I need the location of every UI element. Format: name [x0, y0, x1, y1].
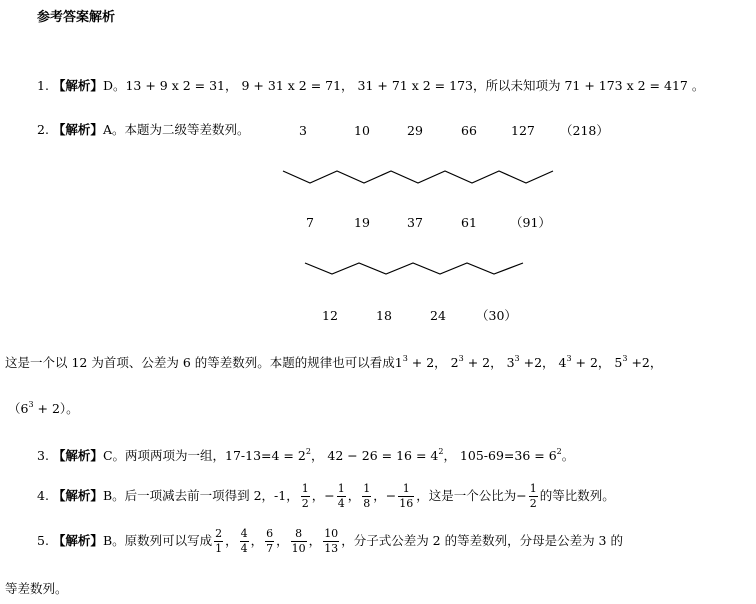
power-term: $4^3 + 2$，: [558, 354, 611, 370]
answer-1-text: D。13 + 9 x 2 = 31， 9 + 31 x 2 = 71， 31 + 71 x 2 = 173，所以未知项为 71 + 173 x 2 = 417 。: [102, 78, 705, 93]
answer-3: 3. 【解析】C。两项两项为一组，$17-13=4 = 2^2$， $42 - 26 = 16 = 4^2$， $105-69=36 = 6^2$。: [37, 447, 575, 463]
row1-value: 29: [407, 123, 423, 138]
fraction: $\frac{1}{4}$: [337, 482, 345, 510]
fraction: $\frac{8}{10}$: [291, 527, 306, 555]
row1-value: 127: [511, 123, 535, 138]
answer-5-tag: 【解析】: [52, 532, 103, 548]
row1-value: 66: [461, 123, 477, 138]
row2-value: 7: [306, 215, 314, 230]
row1-value: 3: [299, 123, 307, 138]
answer-2-text: A。本题为二级等差数列。: [102, 122, 250, 137]
answer-2-last-term: $(6^3 + 2)$。: [8, 400, 79, 416]
row2-value: 37: [407, 215, 423, 230]
difference-zigzag-2: [302, 257, 528, 279]
answer-4: 4. 【解析】 B。后一项减去前一项得到 2，-1， $\frac{1}{2}$ ， − $\frac{1}{4}$ ， $\frac{1}{8}$ ， − $\frac{1}{16}$ ，这是一个公比为 − $\frac{1}{2}$ 的等比数列。: [37, 482, 615, 510]
row3-value: 24: [430, 308, 446, 323]
answer-1-number: 1.: [37, 78, 49, 93]
row3-value: （30）: [476, 308, 517, 323]
answer-2-tag: 【解析】: [52, 122, 103, 137]
fraction: $\frac{1}{2}$: [529, 482, 537, 510]
page-title: 参考答案解析: [37, 10, 116, 25]
answer-2-number: 2.: [37, 122, 49, 137]
answer-3-number: 3.: [37, 448, 49, 463]
row1-value: （218）: [560, 123, 609, 138]
power-term: $1^3 + 2$，: [394, 354, 447, 370]
row3-value: 12: [322, 308, 338, 323]
answer-2-conclusion-text: 这是一个以 12 为首项、公差为 6 的等差数列。本题的规律也可以看成: [5, 355, 395, 370]
row3-value: 18: [376, 308, 392, 323]
power-term: $3^3 +2$，: [506, 354, 555, 370]
fraction: $\frac{10}{13}$: [324, 527, 339, 555]
answer-5: 5. 【解析】 B。原数列可以写成 $\frac{2}{1}$ ， $\frac{4}{4}$ ， $\frac{6}{7}$ ， $\frac{8}{10}$ ， $\frac{10}{13}$ ，分子式公差为 2 的等差数列，分母是公差为 3 的: [37, 527, 623, 555]
answer-5-number: 5.: [37, 532, 49, 548]
answer-5-continuation: 等差数列。: [5, 581, 68, 596]
power-term: $2^3 + 2$，: [450, 354, 503, 370]
answer-3-tag: 【解析】: [52, 448, 103, 463]
row2-value: （91）: [510, 215, 551, 230]
row2-value: 61: [461, 215, 477, 230]
row1-value: 10: [354, 123, 370, 138]
difference-zigzag-1: [280, 164, 560, 188]
answer-1: [37, 80, 704, 93]
answer-2-conclusion: [5, 354, 663, 370]
answer-4-number: 4.: [37, 487, 49, 503]
fraction: $\frac{1}{2}$: [301, 482, 309, 510]
fraction: $\frac{2}{1}$: [215, 527, 223, 555]
answer-1-tag: 【解析】: [52, 78, 103, 93]
fraction: $\frac{4}{4}$: [240, 527, 248, 555]
answer-4-tag: 【解析】: [52, 487, 103, 503]
power-term: $5^3 +2$，: [614, 354, 663, 370]
row2-value: 19: [354, 215, 370, 230]
fraction: $\frac{1}{8}$: [363, 482, 371, 510]
fraction: $\frac{6}{7}$: [266, 527, 274, 555]
answer-2: [37, 124, 249, 137]
fraction: $\frac{1}{16}$: [399, 482, 414, 510]
